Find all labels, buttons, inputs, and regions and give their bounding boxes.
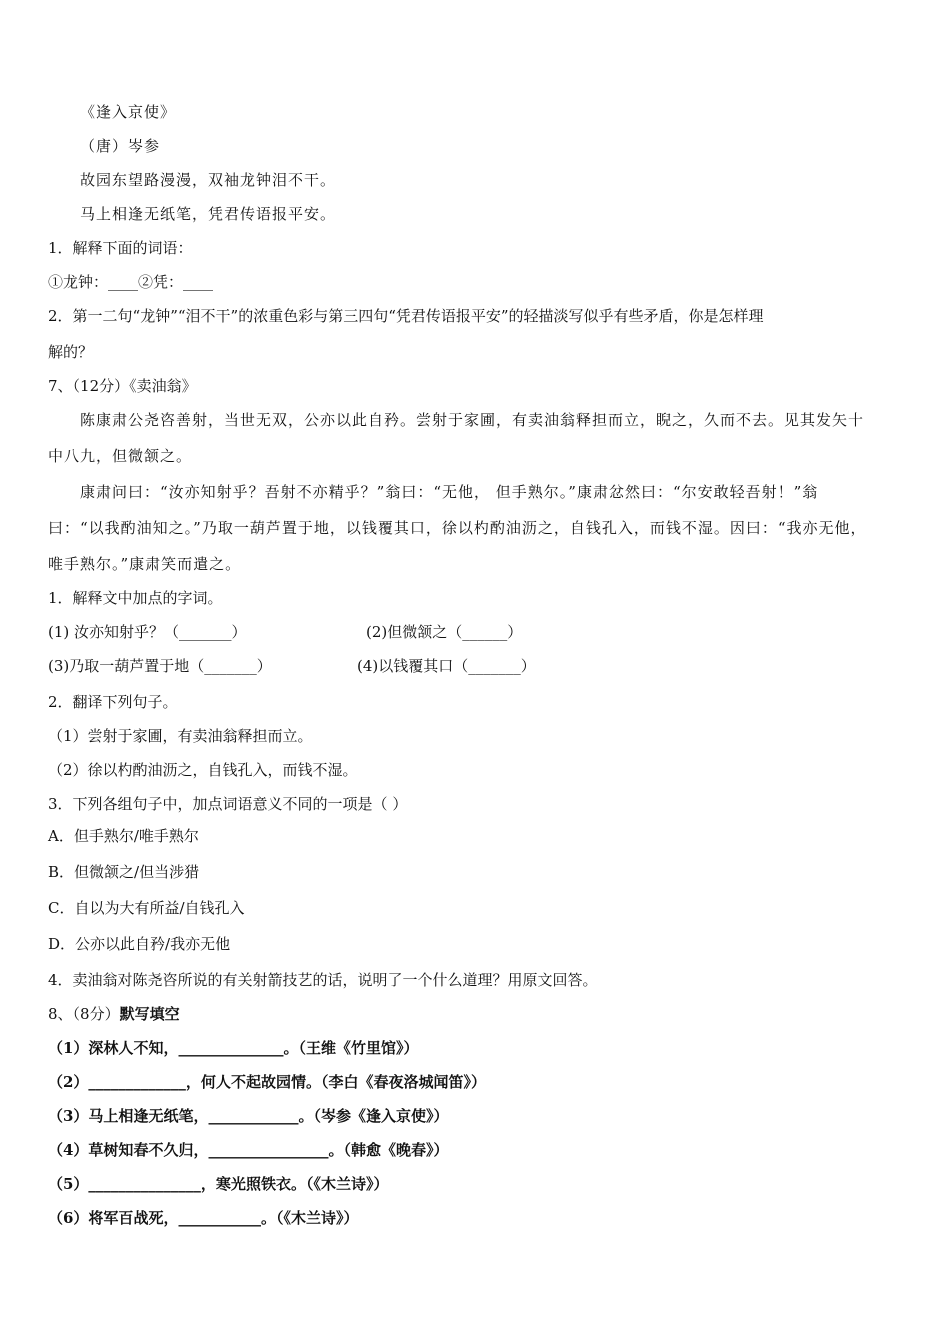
dictation-item: （3）马上相逢无纸笔，____________。（岑参《逢入京使》）	[48, 1107, 449, 1125]
question-3: 3．下列各组句子中，加点词语意义不同的一项是（ ）	[48, 795, 408, 813]
question-item: (1) 汝亦知射乎？（_______）	[48, 623, 247, 641]
question-2-cont: 解的？	[48, 343, 94, 361]
question-1: 1．解释文中加点的字词。	[48, 589, 223, 607]
poem-title: 《逢入京使》	[80, 103, 177, 121]
dictation-item: （5）_______________，寒光照铁衣。（《木兰诗》）	[48, 1175, 389, 1193]
dictation-item: （4）草树知春不久归，________________。（韩愈《晚春》）	[48, 1141, 449, 1159]
question-2: 2．第一二句“龙钟”“泪不干”的浓重色彩与第三四句“凭君传语报平安”的轻描淡写似乎有些矛盾，你是怎样理	[48, 307, 764, 325]
passage-paragraph-cont: 曰：“以我酌油知之。”乃取一葫芦置于地，以钱覆其口，徐以杓酌油沥之，自钱孔入，而钱不湿。因曰：“我亦无他，	[48, 519, 867, 537]
passage-paragraph-cont: 唯手熟尔。”康肃笑而遣之。	[48, 555, 242, 573]
question-1-items: ①龙钟：____②凭：____	[48, 273, 214, 291]
question-item: (2)但微颔之（______）	[366, 623, 523, 641]
question-item: (4)以钱覆其口（_______）	[357, 657, 536, 675]
choice-b: B．但微颔之/但当涉猎	[48, 863, 200, 881]
question-2: 2．翻译下列句子。	[48, 693, 178, 711]
dictation-item: （2）_____________，何人不起故园情。（李白《春夜洛城闻笛》）	[48, 1073, 486, 1091]
choice-a: A．但手熟尔/唯手熟尔	[48, 827, 199, 845]
passage-paragraph: 陈康肃公尧咨善射，当世无双，公亦以此自矜。尝射于家圃，有卖油翁释担而立，睨之，久而不去。见其发矢十	[80, 411, 865, 429]
poem-line: 马上相逢无纸笔，凭君传语报平安。	[80, 205, 337, 223]
question-item: (3)乃取一葫芦置于地（_______）	[48, 657, 272, 675]
section-8-heading	[48, 1004, 180, 1024]
choice-c: C．自以为大有所益/自钱孔入	[48, 899, 245, 917]
poem-line: 故园东望路漫漫，双袖龙钟泪不干。	[80, 171, 337, 189]
question-1: 1．解释下面的词语：	[48, 239, 193, 257]
dictation-item: （6）将军百战死，___________。（《木兰诗》）	[48, 1209, 359, 1227]
question-4: 4．卖油翁对陈尧咨所说的有关射箭技艺的话，说明了一个什么道理？用原文回答。	[48, 971, 598, 989]
choice-d: D．公亦以此自矜/我亦无他	[48, 935, 231, 953]
poem-author: （唐）岑参	[80, 137, 161, 155]
passage-paragraph-cont: 中八九，但微颔之。	[48, 447, 193, 465]
section-8-title: 默写填空	[119, 1005, 180, 1023]
section-7-heading: 7、（12分）《卖油翁》	[48, 377, 197, 395]
section-8-number: 8、（8分）	[48, 1005, 120, 1023]
passage-paragraph: 康肃问曰：“汝亦知射乎？吾射不亦精乎？”翁曰：“无他， 但手熟尔。”康肃忿然曰：“尔安敢轻吾射！”翁	[80, 483, 819, 501]
question-item: （1）尝射于家圃，有卖油翁释担而立。	[48, 727, 313, 745]
dictation-item: （1）深林人不知，______________。（王维《竹里馆》）	[48, 1039, 419, 1057]
question-item: （2）徐以杓酌油沥之，自钱孔入，而钱不湿。	[48, 761, 358, 779]
